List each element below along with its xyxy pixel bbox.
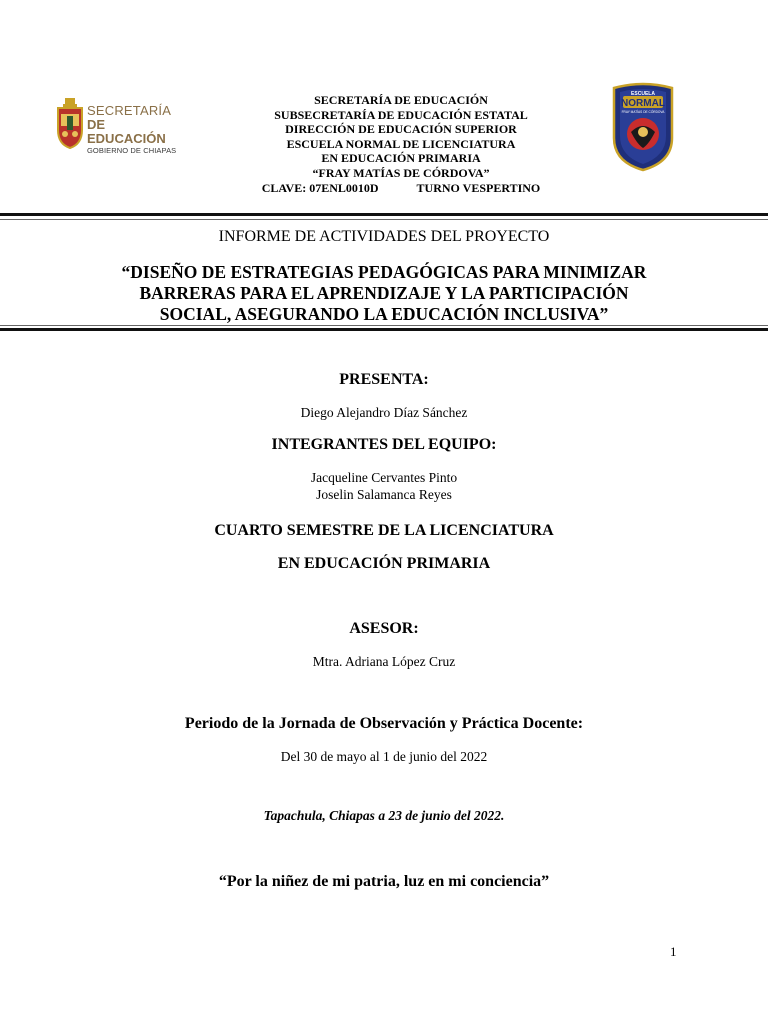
- project-title: [0, 262, 768, 325]
- secretaria-educacion-logo: [55, 96, 185, 154]
- logo-left-line3: GOBIERNO DE CHIAPAS: [87, 146, 177, 155]
- chiapas-coat-of-arms-icon: [55, 96, 85, 150]
- logo-right-line1: ESCUELA: [631, 91, 655, 97]
- title-line: BARRERAS PARA EL APRENDIZAJE Y LA PARTICIPACIÓN: [139, 283, 629, 303]
- header-line: “FRAY MATÍAS DE CÓRDOVA”: [312, 165, 490, 180]
- logo-left-line2: DE EDUCACIÓN: [87, 117, 166, 146]
- clave-turno-row: [200, 181, 602, 196]
- equipo-heading: INTEGRANTES DEL EQUIPO:: [271, 436, 497, 453]
- header-line: SECRETARÍA DE EDUCACIÓN: [314, 93, 488, 107]
- periodo-dates: Del 30 de mayo al 1 de junio del 2022: [280, 749, 488, 764]
- page-number: 1: [670, 944, 677, 959]
- asesor-name: Mtra. Adriana López Cruz: [312, 654, 456, 669]
- presenter-name: Diego Alejandro Díaz Sánchez: [300, 405, 468, 420]
- header-line: ESCUELA NORMAL DE LICENCIATURA: [286, 136, 516, 151]
- turno-text: TURNO VESPERTINO: [416, 180, 541, 195]
- header-line: EN EDUCACIÓN PRIMARIA: [321, 151, 481, 166]
- logo-left-line1: SECRETARÍA: [87, 103, 172, 118]
- report-kicker: INFORME DE ACTIVIDADES DEL PROYECTO: [218, 228, 550, 245]
- title-line: SOCIAL, ASEGURANDO LA EDUCACIÓN INCLUSIVA”: [159, 304, 609, 324]
- team-member: Joselin Salamanca Reyes: [316, 487, 452, 502]
- escuela-normal-logo: [612, 82, 674, 172]
- school-motto: “Por la niñez de mi patria, luz en mi conciencia”: [218, 873, 550, 890]
- title-line: “DISEÑO DE ESTRATEGIAS PEDAGÓGICAS PARA MINIMIZAR: [121, 262, 647, 282]
- team-member: Jacqueline Cervantes Pinto: [310, 470, 458, 485]
- semestre-line2: EN EDUCACIÓN PRIMARIA: [277, 555, 491, 572]
- asesor-heading: ASESOR:: [349, 620, 419, 637]
- header-divider-thin: [0, 219, 768, 220]
- header-line: SUBSECRETARÍA DE EDUCACIÓN ESTATAL: [274, 107, 528, 122]
- place-date: Tapachula, Chiapas a 23 de junio del 2022.: [263, 808, 505, 823]
- escuela-normal-shield-icon: [612, 82, 674, 172]
- presenta-heading: PRESENTA:: [339, 371, 429, 388]
- title-divider: [0, 328, 768, 331]
- header-line: DIRECCIÓN DE EDUCACIÓN SUPERIOR: [285, 122, 517, 137]
- institution-header: [200, 93, 602, 195]
- logo-right-line3: FRAY MATÍAS DE CÓRDOVA: [621, 110, 665, 114]
- clave-text: CLAVE: 07ENL0010D: [261, 180, 379, 195]
- title-divider-thin: [0, 325, 768, 326]
- header-divider: [0, 213, 768, 216]
- periodo-heading: Periodo de la Jornada de Observación y Práctica Docente:: [184, 715, 584, 732]
- semestre-line1: CUARTO SEMESTRE DE LA LICENCIATURA: [214, 522, 554, 539]
- logo-right-line2: NORMAL: [621, 98, 665, 109]
